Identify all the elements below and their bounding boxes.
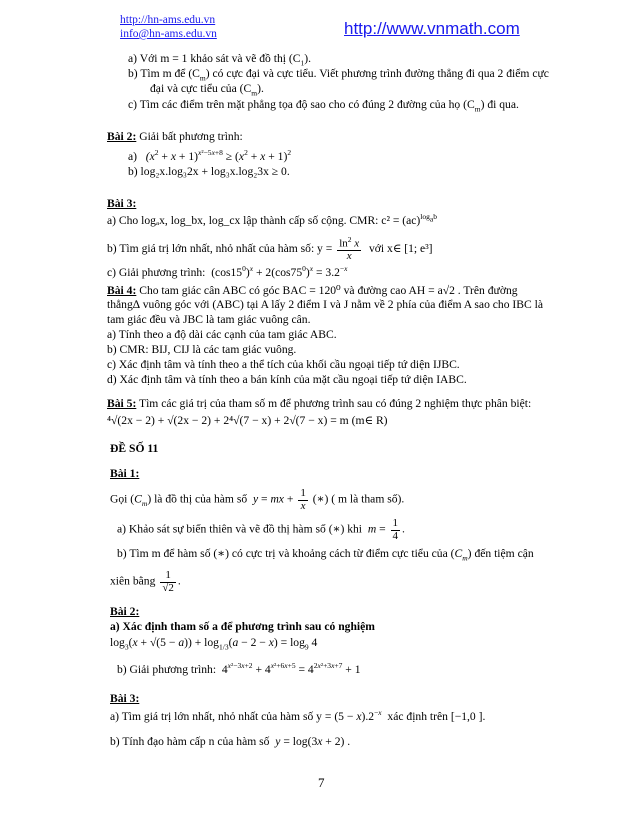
- bai3-b: b) Tìm giá trị lớn nhất, nhỏ nhất của hàm số: y = $\frac{\ln^2 x}{x}$ với x∈ [1; e³]: [107, 235, 433, 263]
- header-link-email[interactable]: info@hn-ams.edu.vn: [120, 28, 217, 40]
- d11-bai3-heading: Bài 3:: [110, 692, 140, 705]
- d11-bai3-a: a) Tìm giá trị lớn nhất, nhỏ nhất của hàm số $y = (5 - x).2^{-x}$ xác định trên [−1,0 ].: [110, 708, 486, 723]
- d11-bai1-b: b) Tìm m để hàm số (∗) có cực trị và khoảng cách từ điểm cực tiểu của $(C_m)$ đến tiệm cận: [117, 547, 534, 563]
- exam-title: ĐỀ SỐ 11: [110, 442, 159, 455]
- bai4-a: a) Tính theo a độ dài các cạnh của tam giác ABC.: [107, 328, 337, 341]
- problem-1c: c) Tìm các điểm trên mặt phẳng tọa độ sao cho có đúng 2 đường của họ $(C_m)$ đi qua.: [128, 98, 519, 114]
- bai3-heading: Bài 3:: [107, 197, 137, 210]
- d11-bai1-heading: Bài 1:: [110, 467, 140, 480]
- bai5-line1: Bài 5: Tìm các giá trị của tham số m để phương trình sau có đúng 2 nghiệm thực phân biệt:: [107, 397, 532, 410]
- bai4-line3: tam giác đều và JBC là tam giác vuông cân.: [107, 313, 311, 326]
- d11-bai2-b: b) Giải phương trình: $4^{x^2-3x+2} + 4^{x^2+6x+5} = 4^{2x^2+3x+7} + 1$: [117, 661, 361, 676]
- bai4-c: c) Xác định tâm và tính theo a thể tích của khối cầu ngoại tiếp tứ diện IJBC.: [107, 358, 460, 371]
- bai5-equation: ⁴√(2x − 2) + √(2x − 2) + 2⁴√(7 − x) + 2√(7 − x) = m (m∈ R): [107, 414, 388, 427]
- bai4-line2: thẳng∆ vuông góc với (ABC) tại A lấy 2 điểm I và J nằm về 2 phía của điểm A sao cho IBC là: [107, 298, 543, 311]
- header-link-website[interactable]: http://hn-ams.edu.vn: [120, 14, 216, 26]
- d11-bai1-line1: Gọi $(C_m)$ là đồ thị của hàm số y = mx + $\frac{1}{x}$ (∗) ( m là tham số).: [110, 487, 405, 512]
- bai3-a: a) Cho logₐx, log_bx, log_cx lập thành cấp số cộng. CMR: c² = (ac)$^{log_ab}$: [107, 212, 437, 227]
- bai4-b: b) CMR: BIJ, CIJ là các tam giác vuông.: [107, 343, 297, 356]
- d11-bai2-heading: Bài 2:: [110, 605, 140, 618]
- problem-1b-cont: đại và cực tiểu của $(C_m)$.: [150, 82, 264, 98]
- header-site-link[interactable]: http://www.vnmath.com: [344, 19, 520, 38]
- problem-1b: b) Tìm m để $(C_m)$ có cực đại và cực tiểu. Viết phương trình đường thẳng đi qua 2 điểm cực: [128, 67, 549, 83]
- problem-1a: a) Với m = 1 khảo sát và vẽ đồ thị $(C_1)$.: [128, 52, 312, 68]
- bai2-heading: Bài 2: Giải bất phương trình:: [107, 130, 243, 143]
- bai3-c: c) Giải phương trình: $(\cos 15^0)^x + 2(\cos 75^0)^x = 3.2^{-x}$: [107, 264, 348, 279]
- d11-bai2-equation: $\log_3(x + √(5 - a)) + \log_{1/3}(a - 2 - x) = \log_9 4$: [110, 636, 318, 652]
- bai2-a: a) $(x^2 + x + 1)^{x^2-5x+8} \ge (x^2 + x + 1)^2$: [128, 148, 292, 163]
- bai2-b: b) log₂x.log₃2x + log₃x.log₂3x ≥ 0.: [128, 165, 290, 178]
- d11-bai3-b: b) Tính đạo hàm cấp n của hàm số y = log(3x + 2) .: [110, 735, 351, 748]
- d11-bai1-a: a) Khảo sát sự biến thiên và vẽ đồ thị hàm số (∗) khi m = $\frac{1}{4}$ .: [117, 517, 405, 542]
- d11-bai2-a: a) Xác định tham số a để phương trình sau có nghiệm: [110, 620, 375, 633]
- page-number: 7: [318, 775, 325, 790]
- d11-bai1-b-cont: xiên bằng $\frac{1}{√2}$ .: [110, 569, 181, 594]
- bai4-d: d) Xác định tâm và tính theo a bán kính của mặt cầu ngoại tiếp tứ diện IABC.: [107, 373, 467, 386]
- bai4-line1: Bài 4: Cho tam giác cân ABC có góc BAC = 120⁰ và đường cao AH = a√2 . Trên đường: [107, 284, 518, 297]
